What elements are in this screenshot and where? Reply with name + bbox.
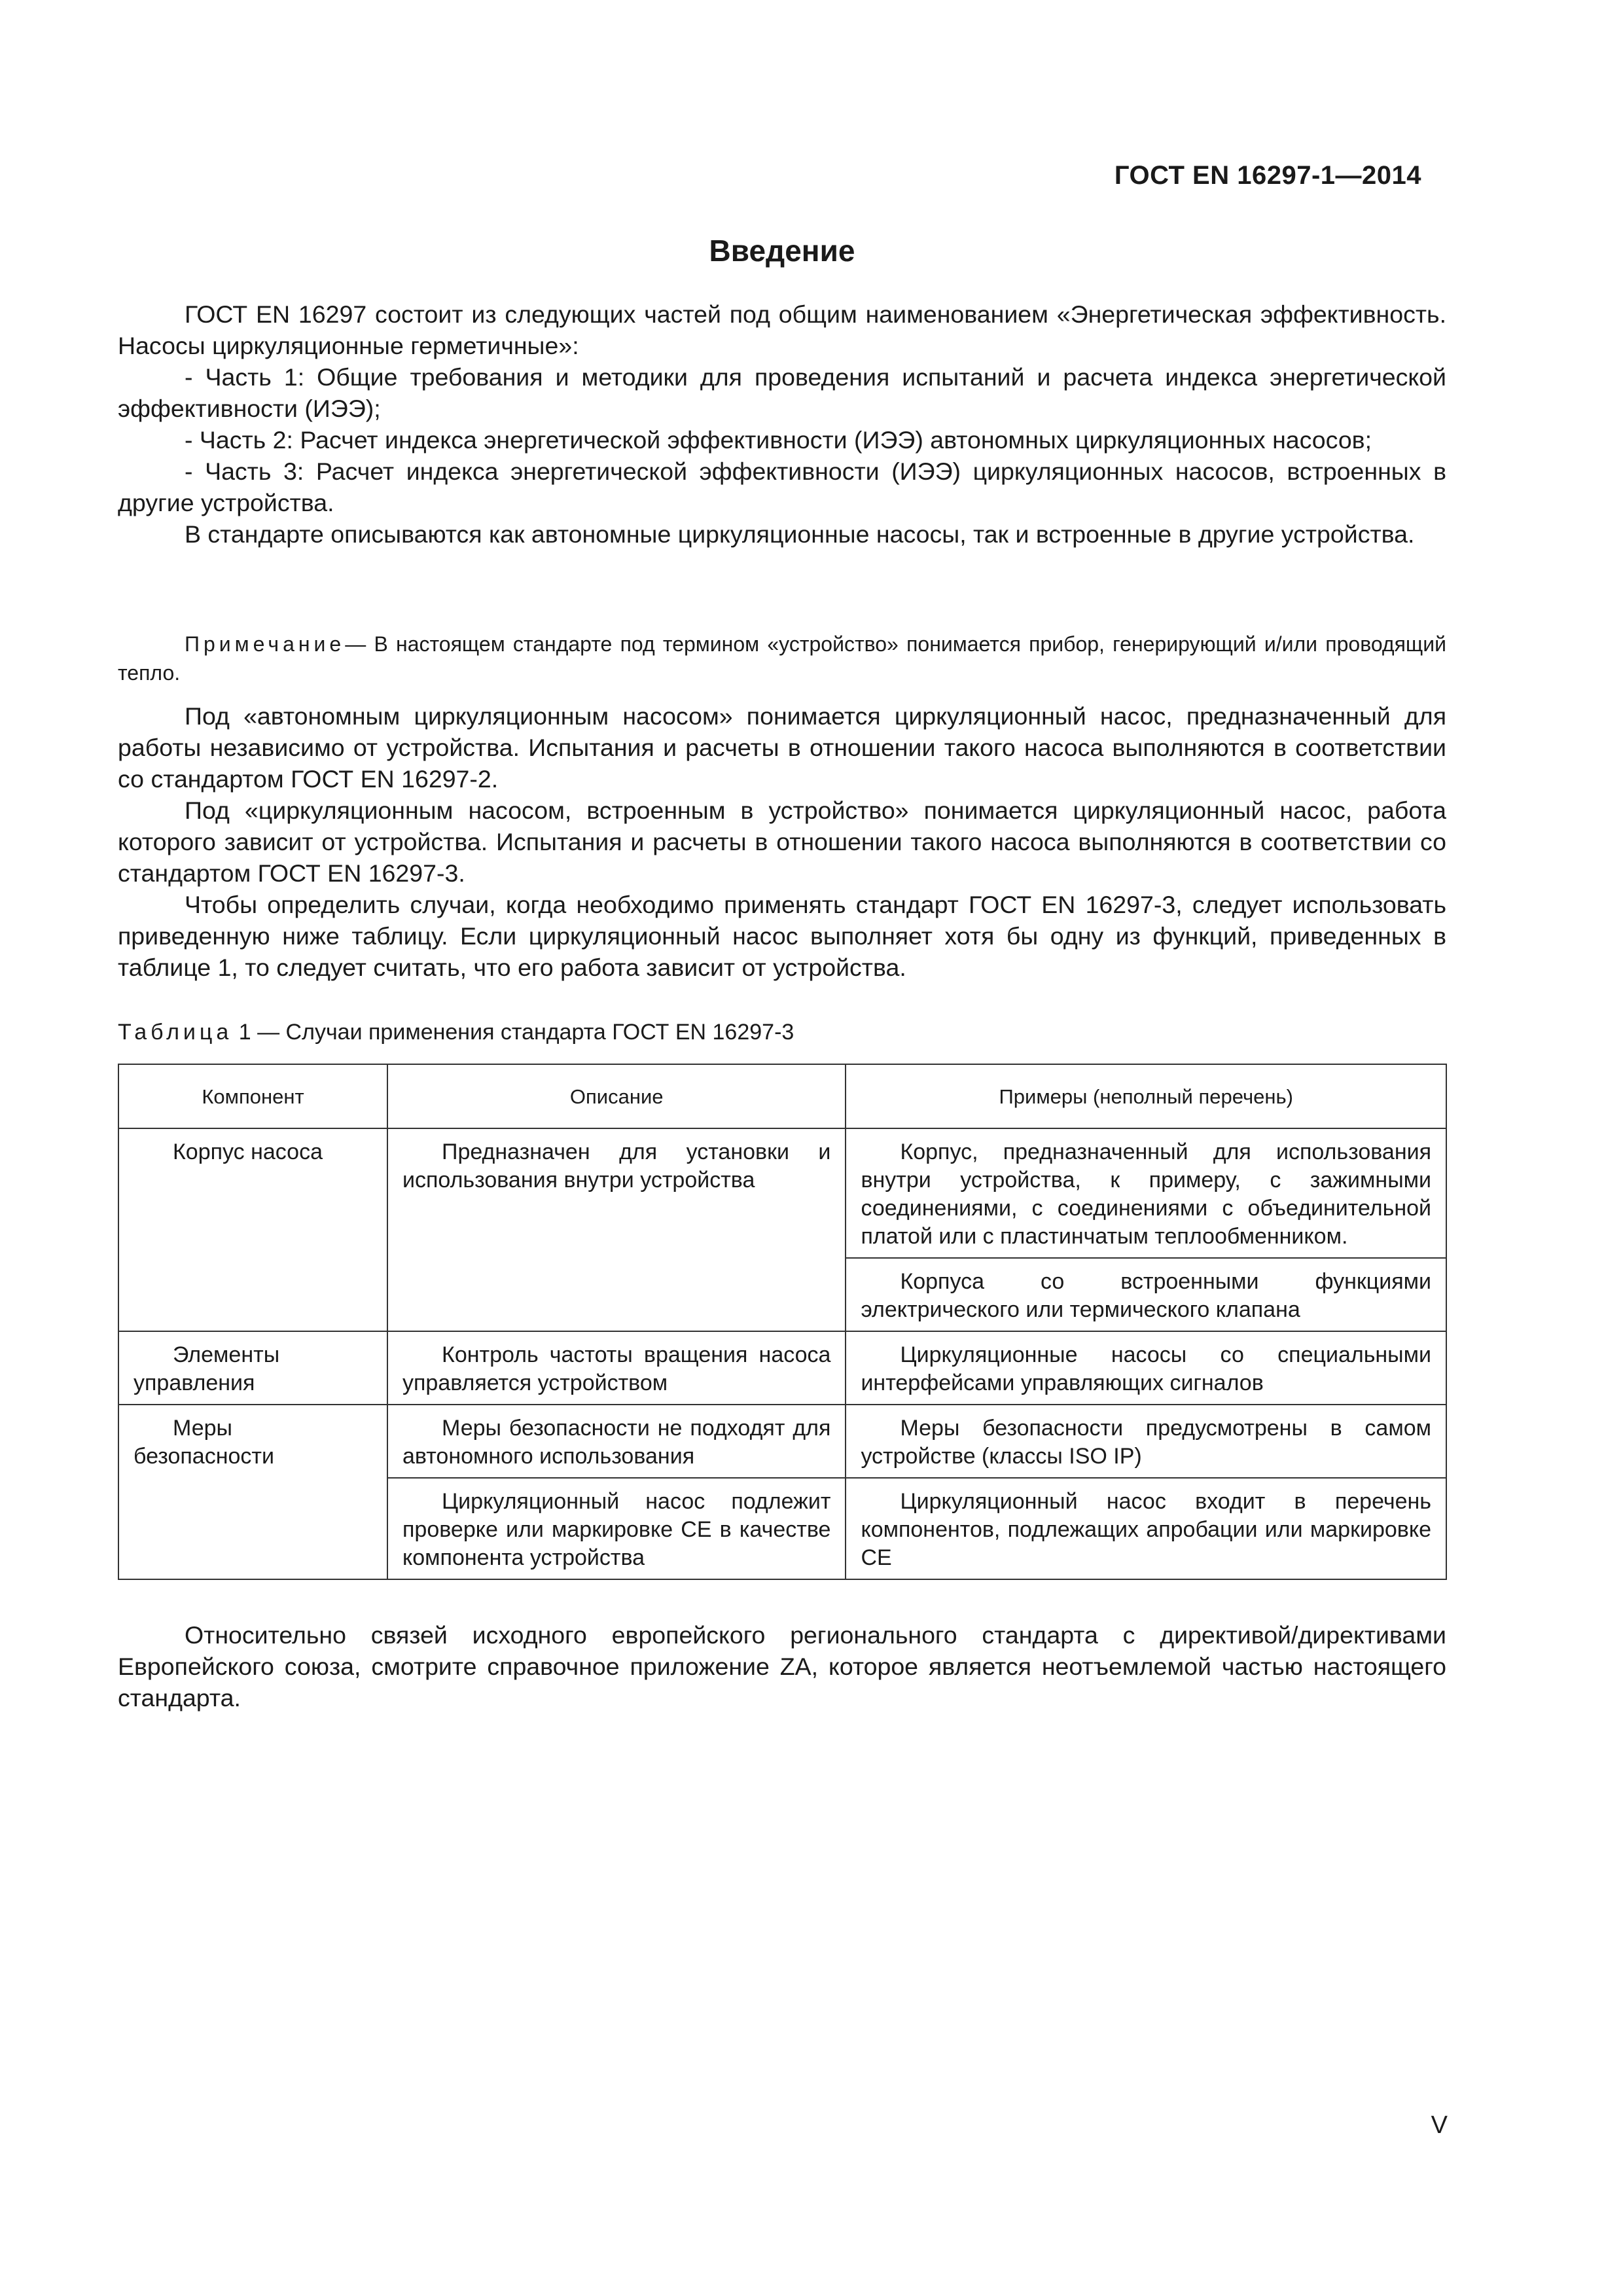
table-caption: [118, 1020, 794, 1045]
table-header-row: [118, 1064, 1446, 1128]
table-cell-example: Меры безопасности предусмотрены в самом устройстве (классы ISO IP): [846, 1405, 1446, 1478]
body-paragraph-1: Под «автономным циркуляционным насосом» понимается циркуляционный насос, предназначенный для работы независимо от устройства. Испытания и расчеты в отношении такого насоса выполняются в соответствии со стандартом ГОСТ EN 16297-2.: [118, 702, 1446, 793]
table-cell-example: Корпус, предназначенный для использования внутри устройства, к примеру, с зажимными соединениями, с соединениями с объединительной платой или с пластинчатым теплообменником.: [846, 1128, 1446, 1258]
body-paragraph-2: Под «циркуляционным насосом, встроенным в устройство» понимается циркуляционный насос, работа которого зависит от устройства. Испытания и расчеты в отношении такого насоса выполняются в соответствии со стандартом ГОСТ EN 16297-3.: [118, 797, 1446, 887]
table-caption-label: Таблица: [118, 1020, 233, 1045]
intro-section: [118, 298, 1446, 550]
intro-part-1: - Часть 1: Общие требования и методики для проведения испытаний и расчета индекса энергетической эффективности (ИЭЭ);: [118, 363, 1446, 422]
header-examples: Примеры (неполный перечень): [846, 1064, 1446, 1128]
table-row: [118, 1331, 1446, 1405]
closing-section: [118, 1619, 1446, 1713]
closing-paragraph: Относительно связей исходного европейского регионального стандарта с директивой/директивами Европейского союза, смотрите справочное приложение ZA, которое является неотъемлемой частью настоящего стандарта.: [118, 1621, 1446, 1712]
intro-paragraph-5: В стандарте описываются как автономные циркуляционные насосы, так и встроенные в другие устройства.: [185, 520, 1415, 548]
note-block: [118, 630, 1446, 687]
table-cell-description: Контроль частоты вращения насоса управляется устройством: [387, 1331, 846, 1405]
table-row: [118, 1405, 1446, 1478]
intro-part-2: - Часть 2: Расчет индекса энергетической эффективности (ИЭЭ) автономных циркуляционных насосов;: [185, 426, 1372, 454]
note-paragraph: [118, 630, 1446, 687]
body-paragraph-3: Чтобы определить случаи, когда необходимо применять стандарт ГОСТ EN 16297-3, следует использовать приведенную ниже таблицу. Если циркуляционный насос выполняет хотя бы одну из функций, приведенных в таблице 1, то следует считать, что его работа зависит от устройства.: [118, 891, 1446, 981]
section-title: Введение: [709, 234, 855, 268]
application-table: [118, 1064, 1447, 1580]
note-label: Примечание: [185, 632, 346, 656]
table-caption-text: 1 — Случаи применения стандарта ГОСТ EN 16297-3: [232, 1020, 794, 1045]
intro-part-3: - Часть 3: Расчет индекса энергетической эффективности (ИЭЭ) циркуляционных насосов, встроенных в другие устройства.: [118, 457, 1446, 516]
intro-paragraph-1: ГОСТ EN 16297 состоит из следующих частей под общим наименованием «Энергетическая эффективность. Насосы циркуляционные герметичные»:: [118, 300, 1446, 359]
table-cell-component: Корпус насоса: [118, 1128, 387, 1331]
table-row: [118, 1128, 1446, 1258]
header-component: Компонент: [118, 1064, 387, 1128]
table-cell-example: Корпуса со встроенными функциями электрического или термического клапана: [846, 1258, 1446, 1331]
table-cell-example: Циркуляционный насос входит в перечень компонентов, подлежащих апробации или маркировке CE: [846, 1478, 1446, 1579]
body-section: [118, 700, 1446, 983]
table-cell-description: Меры безопасности не подходят для автономного использования: [387, 1405, 846, 1478]
note-text: — В настоящем стандарте под термином «устройство» понимается прибор, генерирующий и/или проводящий тепло.: [118, 632, 1446, 685]
table-cell-component: Элементы управления: [118, 1331, 387, 1405]
table-cell-component: Меры безопасности: [118, 1405, 387, 1579]
page-number: V: [1431, 2111, 1448, 2139]
table-cell-example: Циркуляционные насосы со специальными интерфейсами управляющих сигналов: [846, 1331, 1446, 1405]
document-id-header: ГОСТ EN 16297-1—2014: [1114, 161, 1421, 190]
header-description: Описание: [387, 1064, 846, 1128]
table-cell-description: Предназначен для установки и использования внутри устройства: [387, 1128, 846, 1331]
table-cell-description: Циркуляционный насос подлежит проверке или маркировке CE в качестве компонента устройства: [387, 1478, 846, 1579]
